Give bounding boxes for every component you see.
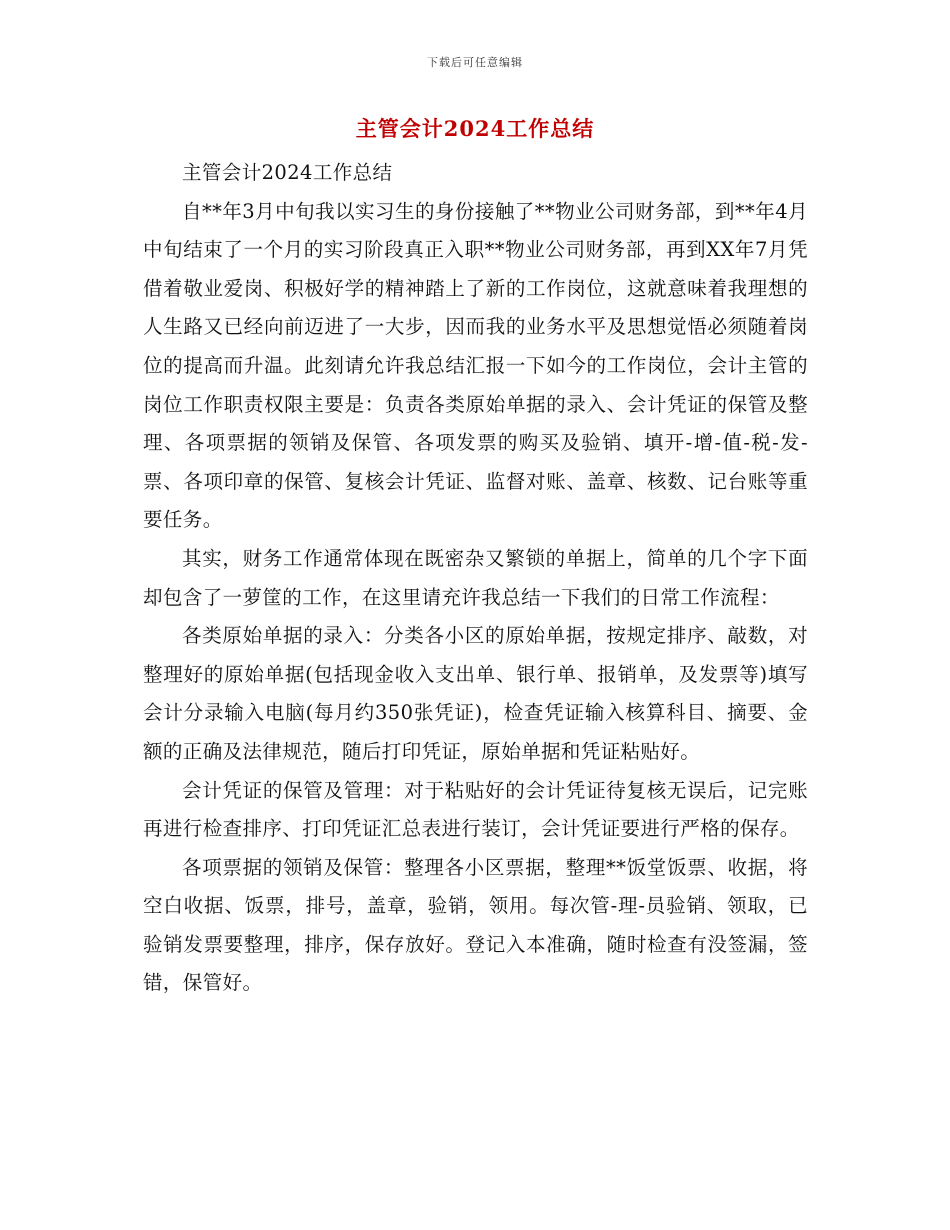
document-body — [143, 154, 808, 1003]
body-paragraph: 各项票据的领销及保管：整理各小区票据，整理**饭堂饭票、收据，将空白收据、饭票，排号，盖章，验销，领用。每次管-理-员验销、领取，已验销发票要整理，排序，保存放好。登记入本准确，随时检查有没签漏，签错，保管好。 — [143, 855, 808, 995]
body-paragraph: 其实，财务工作通常体现在既密杂又繁锁的单据上，简单的几个字下面却包含了一萝筐的工作，在这里请充许我总结一下我们的日常工作流程： — [143, 546, 808, 609]
header-note: 下载后可任意编辑 — [427, 56, 523, 69]
body-paragraph: 自**年3月中旬我以实习生的身份接触了**物业公司财务部，到**年4月中旬结束了一个月的实习阶段真正入职**物业公司财务部，再到XX年7月凭借着敬业爱岗、积极好学的精神踏上了新的工作岗位，这就意味着我理想的人生路又已经向前迈进了一大步，因而我的业务水平及思想觉悟必须随着岗位的提高而升温。此刻请允许我总结汇报一下如今的工作岗位，会计主管的岗位工作职责权限主要是：负责各类原始单据的录入、会计凭证的保管及整理、各项票据的领销及保管、各项发票的购买及验销、填开-增-值-税-发-票、各项印章的保管、复核会计凭证、监督对账、盖章、核数、记台账等重要任务。 — [143, 199, 808, 532]
body-paragraph: 会计凭证的保管及管理：对于粘贴好的会计凭证待复核无误后，记完账再进行检查排序、打印凭证汇总表进行装订，会计凭证要进行严格的保存。 — [143, 778, 808, 841]
document-title: 主管会计2024工作总结 — [355, 116, 595, 141]
subtitle-paragraph: 主管会计2024工作总结 — [182, 161, 393, 184]
body-paragraph: 各类原始单据的录入：分类各小区的原始单据，按规定排序、敲数，对整理好的原始单据(包括现金收入支出单、银行单、报销单，及发票等)填写会计分录输入电脑(每月约350张凭证)，检查凭证输入核算科目、摘要、金额的正确及法律规范，随后打印凭证，原始单据和凭证粘贴好。 — [143, 624, 808, 763]
